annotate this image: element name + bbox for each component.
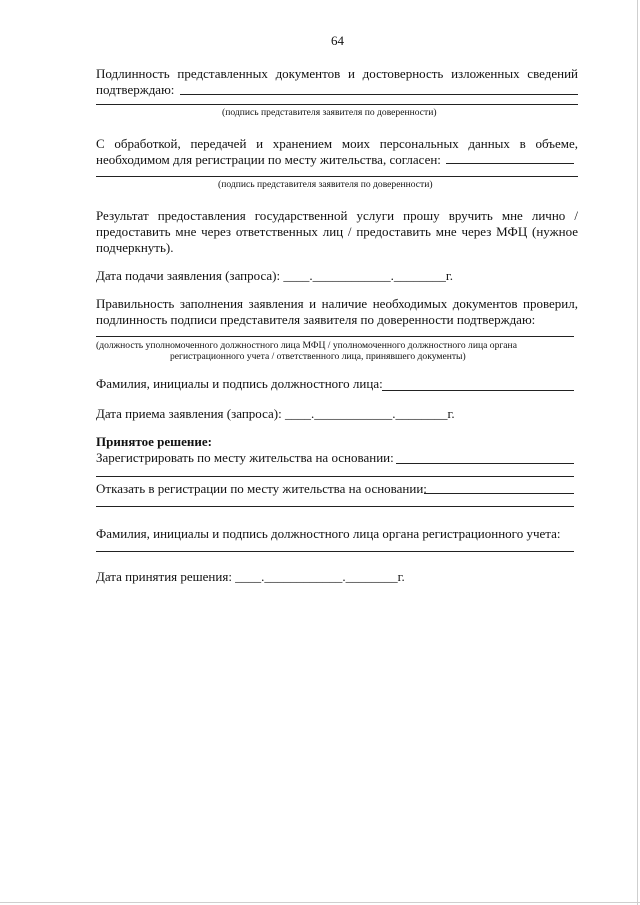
- decision-official-label: Фамилия, инициалы и подпись должностного лица органа регистрационного учета:: [96, 526, 561, 541]
- page-number: 64: [331, 33, 344, 48]
- decision-date-field[interactable]: Дата принятия решения: ____.____________.________г.: [96, 569, 405, 584]
- decision-register-line[interactable]: [396, 463, 574, 464]
- decision-refuse-underline: [96, 506, 574, 507]
- decision-refuse-label: Отказать в регистрации по месту жительства на основании:: [96, 481, 427, 496]
- verification-text-line2: подлинность подписи представителя заявителя по доверенности подтверждаю:: [96, 312, 536, 327]
- official-name-line[interactable]: [382, 390, 574, 391]
- authenticity-text-line1: Подлинность представленных документов и достоверность изложенных сведений: [96, 66, 578, 81]
- decision-official-line[interactable]: [96, 551, 574, 552]
- submission-date-field[interactable]: Дата подачи заявления (запроса): ____.____________.________г.: [96, 268, 453, 283]
- verification-caption-line2: регистрационного учета / ответственного лица, принявшего документы): [170, 351, 466, 362]
- consent-signature-line[interactable]: [446, 163, 574, 164]
- consent-text-line1: С обработкой, передачей и хранением моих персональных данных в объеме,: [96, 136, 578, 151]
- verification-caption-line1: (должность уполномоченного должностного лица МФЦ / уполномоченного должностного лица органа: [96, 340, 517, 351]
- result-text-line1: Результат предоставления государственной услуги прошу вручить мне лично /: [96, 208, 578, 223]
- decision-refuse-line[interactable]: [424, 493, 574, 494]
- decision-heading: Принятое решение:: [96, 434, 212, 449]
- authenticity-underline: [96, 104, 578, 105]
- decision-register-label: Зарегистрировать по месту жительства на основании:: [96, 450, 394, 465]
- authenticity-text-line2: подтверждаю:: [96, 82, 175, 97]
- consent-text-line2: необходимом для регистрации по месту жительства, согласен:: [96, 152, 441, 167]
- consent-caption: (подпись представителя заявителя по доверенности): [218, 179, 433, 190]
- official-name-label: Фамилия, инициалы и подпись должностного лица:: [96, 376, 383, 391]
- decision-register-underline: [96, 476, 574, 477]
- consent-underline: [96, 176, 578, 177]
- result-text-line2: предоставить мне через ответственных лиц / предоставить мне через МФЦ (нужное: [96, 224, 578, 239]
- authenticity-caption: (подпись представителя заявителя по доверенности): [222, 107, 437, 118]
- receipt-date-field[interactable]: Дата приема заявления (запроса): ____.____________.________г.: [96, 406, 455, 421]
- page-edge: [637, 0, 638, 905]
- verification-position-line[interactable]: [96, 336, 574, 337]
- page-edge: [0, 902, 640, 903]
- result-text-line3: подчеркнуть).: [96, 240, 174, 255]
- authenticity-signature-line[interactable]: [180, 94, 578, 95]
- verification-text-line1: Правильность заполнения заявления и наличие необходимых документов проверил,: [96, 296, 578, 311]
